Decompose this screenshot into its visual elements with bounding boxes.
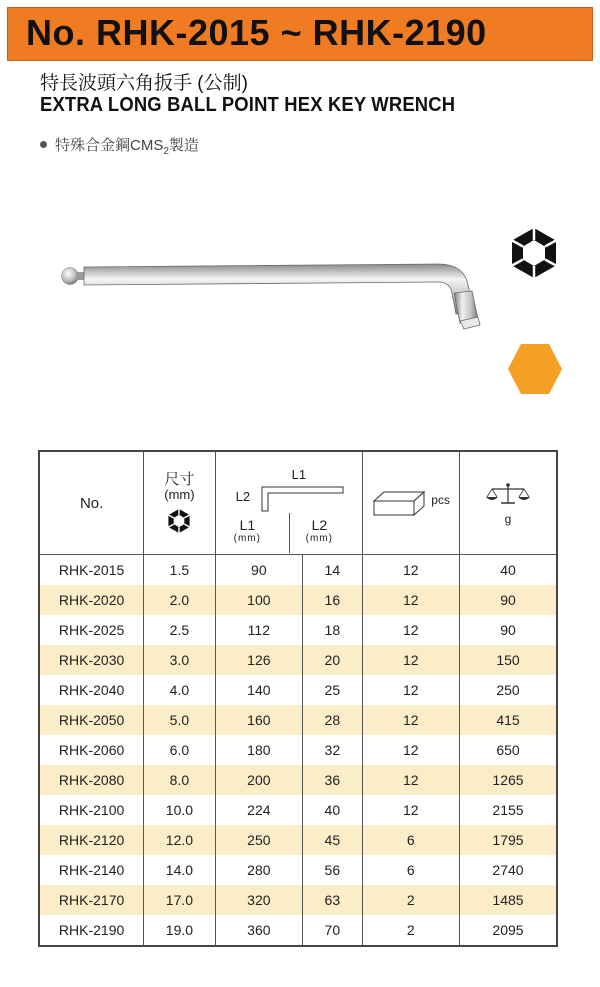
header-l1-label: L1 [239, 517, 256, 533]
cell-weight: 650 [459, 735, 557, 765]
cell-pcs: 12 [362, 615, 459, 645]
header-pcs-label: pcs [431, 493, 450, 507]
cell-size: 4.0 [144, 675, 215, 705]
header-l2-label: L2 [311, 517, 328, 533]
header-no: No. [39, 451, 144, 555]
cell-weight: 1265 [459, 765, 557, 795]
hex-socket-icon [507, 226, 561, 280]
hex-socket-small-icon [166, 508, 192, 534]
cell-pcs: 12 [362, 555, 459, 586]
cell-l1: 224 [215, 795, 302, 825]
cell-l2: 20 [303, 645, 363, 675]
bullet-icon [40, 141, 47, 148]
table-row [39, 885, 557, 915]
cell-pcs: 12 [362, 765, 459, 795]
header-weight [459, 451, 557, 555]
cell-l1: 100 [215, 585, 302, 615]
table-row [39, 915, 557, 946]
cell-size: 19.0 [144, 915, 215, 946]
cell-l1: 140 [215, 675, 302, 705]
product-title-chinese: 特長波頭六角扳手 (公制) [40, 73, 248, 94]
table-row [39, 645, 557, 675]
cell-size: 10.0 [144, 795, 215, 825]
cell-model-no: RHK-2030 [39, 645, 144, 675]
table-row [39, 855, 557, 885]
cell-l2: 25 [303, 675, 363, 705]
cell-weight: 1795 [459, 825, 557, 855]
cell-pcs: 6 [362, 855, 459, 885]
cell-pcs: 2 [362, 915, 459, 946]
cell-model-no: RHK-2020 [39, 585, 144, 615]
cell-size: 14.0 [144, 855, 215, 885]
header-weight-label: g [504, 511, 512, 526]
feature-text-suffix: 製造 [168, 137, 199, 154]
scale-icon [485, 481, 531, 507]
cell-model-no: RHK-2025 [39, 615, 144, 645]
cell-pcs: 2 [362, 885, 459, 915]
header-size [144, 451, 215, 555]
cell-size: 8.0 [144, 765, 215, 795]
product-title-english: EXTRA LONG BALL POINT HEX KEY WRENCH [40, 94, 456, 116]
cell-l2: 16 [303, 585, 363, 615]
cell-size: 3.0 [144, 645, 215, 675]
table-row [39, 705, 557, 735]
cell-model-no: RHK-2170 [39, 885, 144, 915]
cell-pcs: 12 [362, 585, 459, 615]
cell-model-no: RHK-2040 [39, 675, 144, 705]
cell-l1: 250 [215, 825, 302, 855]
cell-model-no: RHK-2190 [39, 915, 144, 946]
diagram-l1-label: L1 [291, 467, 307, 482]
cell-weight: 1485 [459, 885, 557, 915]
cell-model-no: RHK-2080 [39, 765, 144, 795]
cell-l1: 320 [215, 885, 302, 915]
cell-l1: 112 [215, 615, 302, 645]
model-range-title: No. RHK-2015 ~ RHK-2190 [26, 12, 487, 53]
cell-pcs: 12 [362, 735, 459, 765]
table-row [39, 555, 557, 586]
feature-text-prefix: 特殊合金鋼CMS [55, 137, 164, 154]
cell-pcs: 12 [362, 705, 459, 735]
table-row [39, 795, 557, 825]
header-bar [7, 7, 593, 61]
cell-size: 12.0 [144, 825, 215, 855]
cell-weight: 250 [459, 675, 557, 705]
cell-pcs: 12 [362, 795, 459, 825]
cell-l2: 36 [303, 765, 363, 795]
table-row [39, 765, 557, 795]
header-l1-unit: (mm) [233, 533, 261, 544]
cell-weight: 2095 [459, 915, 557, 946]
cell-size: 6.0 [144, 735, 215, 765]
header-size-label: 尺寸 [164, 470, 195, 488]
cell-size: 5.0 [144, 705, 215, 735]
spec-table [38, 450, 558, 947]
cell-l1: 280 [215, 855, 302, 885]
cell-model-no: RHK-2140 [39, 855, 144, 885]
header-size-unit: (mm) [164, 486, 195, 502]
cell-model-no: RHK-2100 [39, 795, 144, 825]
box-icon [372, 488, 428, 518]
l-shape-diagram [254, 484, 346, 514]
table-row [39, 585, 557, 615]
cell-pcs: 12 [362, 645, 459, 675]
hex-orange-icon [507, 343, 563, 395]
header-l2-unit: (mm) [305, 533, 333, 544]
table-row [39, 735, 557, 765]
cell-l2: 40 [303, 795, 363, 825]
cell-l2: 28 [303, 705, 363, 735]
cell-l2: 18 [303, 615, 363, 645]
cell-size: 2.5 [144, 615, 215, 645]
cell-l2: 45 [303, 825, 363, 855]
cell-weight: 90 [459, 615, 557, 645]
cell-weight: 40 [459, 555, 557, 586]
cell-l2: 14 [303, 555, 363, 586]
cell-size: 1.5 [144, 555, 215, 586]
cell-l1: 160 [215, 705, 302, 735]
cell-weight: 2740 [459, 855, 557, 885]
cell-weight: 150 [459, 645, 557, 675]
cell-l1: 126 [215, 645, 302, 675]
cell-pcs: 6 [362, 825, 459, 855]
feature-text-subscript: 2 [163, 146, 169, 157]
cell-weight: 415 [459, 705, 557, 735]
header-pcs [362, 451, 459, 555]
cell-l1: 360 [215, 915, 302, 946]
cell-l1: 90 [215, 555, 302, 586]
table-row [39, 615, 557, 645]
diagram-l2-label: L2 [235, 489, 251, 504]
cell-size: 2.0 [144, 585, 215, 615]
spec-table-body [39, 555, 557, 947]
cell-model-no: RHK-2015 [39, 555, 144, 586]
table-header-row [39, 451, 557, 555]
cell-weight: 2155 [459, 795, 557, 825]
cell-weight: 90 [459, 585, 557, 615]
cell-l2: 63 [303, 885, 363, 915]
cell-model-no: RHK-2060 [39, 735, 144, 765]
hex-key-wrench-image [60, 255, 490, 335]
cell-l1: 180 [215, 735, 302, 765]
cell-l2: 56 [303, 855, 363, 885]
table-row [39, 675, 557, 705]
cell-pcs: 12 [362, 675, 459, 705]
cell-l2: 70 [303, 915, 363, 946]
table-row [39, 825, 557, 855]
cell-model-no: RHK-2120 [39, 825, 144, 855]
cell-model-no: RHK-2050 [39, 705, 144, 735]
cell-l1: 200 [215, 765, 302, 795]
header-dimensions [215, 451, 362, 555]
cell-size: 17.0 [144, 885, 215, 915]
cell-l2: 32 [303, 735, 363, 765]
feature-item [40, 134, 199, 157]
